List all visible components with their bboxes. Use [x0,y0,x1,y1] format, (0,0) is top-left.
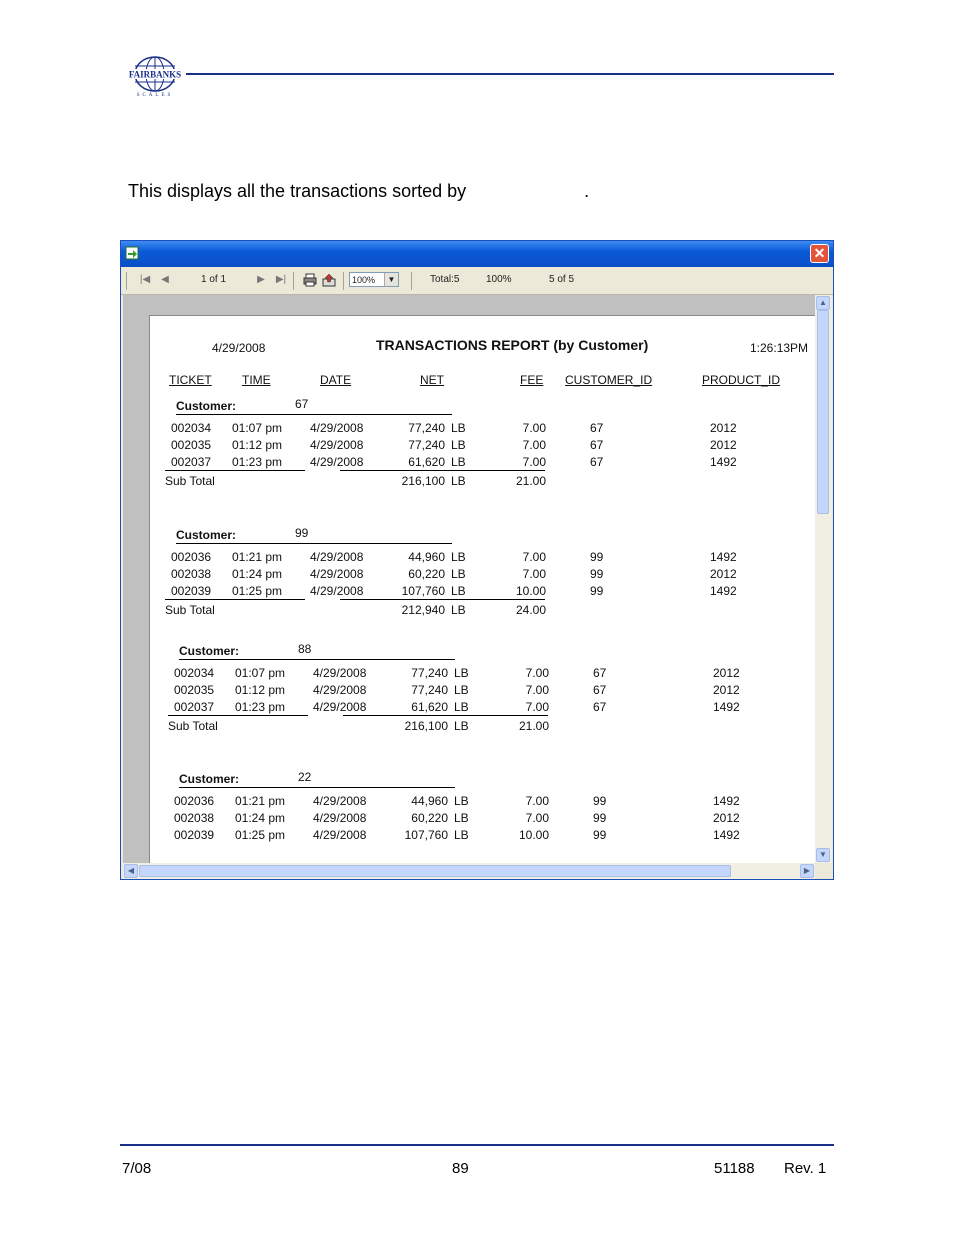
last-page-icon[interactable]: ▶| [275,274,287,285]
subtotal-label: Sub Total [168,719,218,733]
report-title: TRANSACTIONS REPORT (by Customer) [376,337,649,353]
report-viewer-window [120,240,834,880]
close-icon: ✕ [813,245,826,261]
subtotal-fee: 21.00 [518,719,549,733]
table-cell: 01:21 pm [235,794,286,808]
table-cell: 1492 [713,794,740,808]
report-rule [343,715,548,716]
table-cell: 01:07 pm [235,666,286,680]
table-cell: 01:12 pm [232,438,283,452]
column-header-ticket: TICKET [169,373,212,387]
table-cell: 2012 [710,567,737,581]
report-rule [179,787,455,788]
table-cell: 002036 [171,550,212,564]
table-cell: 44,960 [411,794,448,808]
table-cell: 002034 [171,421,212,435]
table-cell: 01:25 pm [235,828,286,842]
table-cell: 1492 [713,700,740,714]
table-cell: 002036 [174,794,215,808]
horizontal-scroll-thumb[interactable] [139,865,731,877]
zoom-value: 100% [352,275,376,285]
table-cell: 01:23 pm [235,700,286,714]
column-header-fee: FEE [520,373,544,387]
table-cell: 01:12 pm [235,683,286,697]
table-cell: LB [451,567,466,581]
table-cell: 7.00 [525,794,549,808]
table-cell: 2012 [710,421,737,435]
table-cell: 4/29/2008 [310,584,364,598]
column-header-date: DATE [320,373,352,387]
table-cell: LB [451,455,466,469]
table-cell: 01:24 pm [232,567,283,581]
customer-label: Customer: [179,772,240,786]
table-cell: 1492 [713,828,740,842]
next-page-icon[interactable]: ▶ [257,274,265,285]
table-cell: 7.00 [522,550,546,564]
table-cell: 002035 [174,683,215,697]
table-cell: 002037 [174,700,215,714]
report-rule [165,470,305,471]
report-date: 4/29/2008 [212,341,266,355]
scroll-right-icon[interactable]: ▶ [800,864,814,878]
table-cell: 61,620 [411,700,448,714]
table-cell: LB [451,584,466,598]
toolbar [121,267,833,295]
table-cell: 4/29/2008 [313,828,367,842]
subtotal-net: 216,100 [401,474,445,488]
report-viewport[interactable] [123,295,815,863]
page-indicator: 1 of 1 [201,274,227,285]
intro-after: . [584,181,590,201]
table-cell: LB [451,550,466,564]
chevron-down-icon[interactable]: ▼ [384,273,398,286]
table-cell: 107,760 [404,828,448,842]
table-cell: 01:21 pm [232,550,283,564]
scroll-up-icon[interactable]: ▲ [816,296,830,310]
intro-text [128,181,589,202]
footer-doc-number: 51188 [714,1160,755,1177]
title-bar[interactable] [121,241,833,267]
customer-value: 67 [295,397,309,411]
table-cell: 4/29/2008 [313,700,367,714]
table-cell: 2012 [713,811,740,825]
table-cell: 7.00 [522,455,546,469]
table-cell: 67 [593,700,607,714]
table-cell: 2012 [713,666,740,680]
table-cell: 99 [593,828,607,842]
table-cell: 002037 [171,455,212,469]
report-time: 1:26:13PM [750,341,809,355]
table-cell: 7.00 [525,700,549,714]
toolbar-separator [126,272,127,290]
column-header-time: TIME [242,373,271,387]
footer-date: 7/08 [122,1160,152,1177]
table-cell: 01:25 pm [232,584,283,598]
report-page [149,315,815,863]
toolbar-separator [343,272,344,290]
fairbanks-logo [124,54,186,98]
table-cell: 61,620 [408,455,445,469]
intro-before: This displays all the transactions sorted by [128,181,467,201]
table-cell: 10.00 [518,828,549,842]
export-icon[interactable] [322,273,336,287]
table-cell: 4/29/2008 [310,550,364,564]
table-cell: 7.00 [525,811,549,825]
table-cell: 4/29/2008 [310,421,364,435]
table-cell: 77,240 [411,666,448,680]
table-cell: 7.00 [522,438,546,452]
column-header-product-id: PRODUCT_ID [702,373,781,387]
report-rule [176,543,452,544]
footer-page-number: 89 [452,1160,469,1177]
table-cell: 77,240 [408,438,445,452]
table-cell: 002038 [171,567,212,581]
table-cell: 60,220 [411,811,448,825]
table-cell: 7.00 [522,567,546,581]
first-page-icon[interactable]: |◀ [139,274,151,285]
report-rule [165,599,305,600]
table-cell: LB [454,811,469,825]
table-cell: 4/29/2008 [310,455,364,469]
table-cell: 99 [590,567,604,581]
table-cell: LB [454,794,469,808]
footer-rule [120,1144,834,1146]
table-cell: 1492 [710,455,737,469]
table-cell: 002039 [174,828,215,842]
toolbar-separator [411,272,412,290]
zoom-select[interactable] [349,272,399,287]
table-cell: 44,960 [408,550,445,564]
prev-page-icon[interactable]: ◀ [161,274,169,285]
table-cell: 77,240 [411,683,448,697]
table-cell: LB [454,683,469,697]
table-cell: LB [454,828,469,842]
total-records: Total:5 [430,274,460,285]
subtotal-unit: LB [451,474,466,488]
vertical-scroll-thumb[interactable] [817,310,829,514]
table-cell: LB [454,700,469,714]
table-cell: 002038 [174,811,215,825]
logo-subtext: SCALES [136,93,174,98]
vertical-scrollbar[interactable] [815,295,832,863]
report-rule [340,470,545,471]
percent-complete: 100% [486,274,512,285]
table-cell: 002039 [171,584,212,598]
table-cell: 01:07 pm [232,421,283,435]
subtotal-fee: 21.00 [515,474,546,488]
table-cell: 4/29/2008 [313,666,367,680]
table-cell: 99 [593,794,607,808]
customer-value: 22 [298,770,312,784]
customer-value: 88 [298,642,312,656]
table-cell: 77,240 [408,421,445,435]
table-cell: LB [451,438,466,452]
column-header-customer-id: CUSTOMER_ID [565,373,653,387]
table-cell: 99 [590,584,604,598]
table-cell: 107,760 [401,584,445,598]
table-cell: 01:23 pm [232,455,283,469]
table-cell: 67 [590,438,604,452]
print-icon[interactable] [303,273,317,287]
column-header-net: NET [420,373,444,387]
table-cell: 1492 [710,550,737,564]
subtotal-net: 212,940 [401,603,445,617]
table-cell: 01:24 pm [235,811,286,825]
subtotal-label: Sub Total [165,474,215,488]
table-cell: 4/29/2008 [313,794,367,808]
close-button[interactable] [810,244,829,263]
footer-revision: Rev. 1 [784,1160,827,1177]
report-rule [340,599,545,600]
table-cell: 002034 [174,666,215,680]
table-cell: 4/29/2008 [313,811,367,825]
table-cell: 1492 [710,584,737,598]
table-cell: 4/29/2008 [313,683,367,697]
customer-label: Customer: [179,644,240,658]
table-cell: 67 [593,666,607,680]
table-cell: 99 [593,811,607,825]
table-cell: 67 [590,421,604,435]
scroll-down-icon[interactable]: ▼ [816,848,830,862]
table-cell: 7.00 [525,666,549,680]
table-cell: 4/29/2008 [310,438,364,452]
subtotal-unit: LB [451,603,466,617]
table-cell: 60,220 [408,567,445,581]
subtotal-unit: LB [454,719,469,733]
header-rule [186,73,834,75]
customer-label: Customer: [176,399,237,413]
report-rule [176,414,452,415]
record-count: 5 of 5 [549,274,575,285]
table-cell: LB [454,666,469,680]
table-cell: 10.00 [515,584,546,598]
subtotal-label: Sub Total [165,603,215,617]
customer-value: 99 [295,526,309,540]
table-cell: 67 [590,455,604,469]
app-icon [125,246,139,260]
scroll-left-icon[interactable]: ◀ [124,864,138,878]
logo-text: FAIRBANKS [128,69,182,80]
table-cell: 4/29/2008 [310,567,364,581]
horizontal-scrollbar[interactable] [123,863,815,879]
customer-label: Customer: [176,528,237,542]
table-cell: 99 [590,550,604,564]
table-cell: LB [451,421,466,435]
table-cell: 67 [593,683,607,697]
table-cell: 7.00 [525,683,549,697]
table-cell: 2012 [710,438,737,452]
subtotal-net: 216,100 [404,719,448,733]
subtotal-fee: 24.00 [515,603,546,617]
toolbar-separator [293,272,294,290]
table-cell: 002035 [171,438,212,452]
table-cell: 7.00 [522,421,546,435]
report-rule [179,659,455,660]
report-rule [168,715,308,716]
table-cell: 2012 [713,683,740,697]
